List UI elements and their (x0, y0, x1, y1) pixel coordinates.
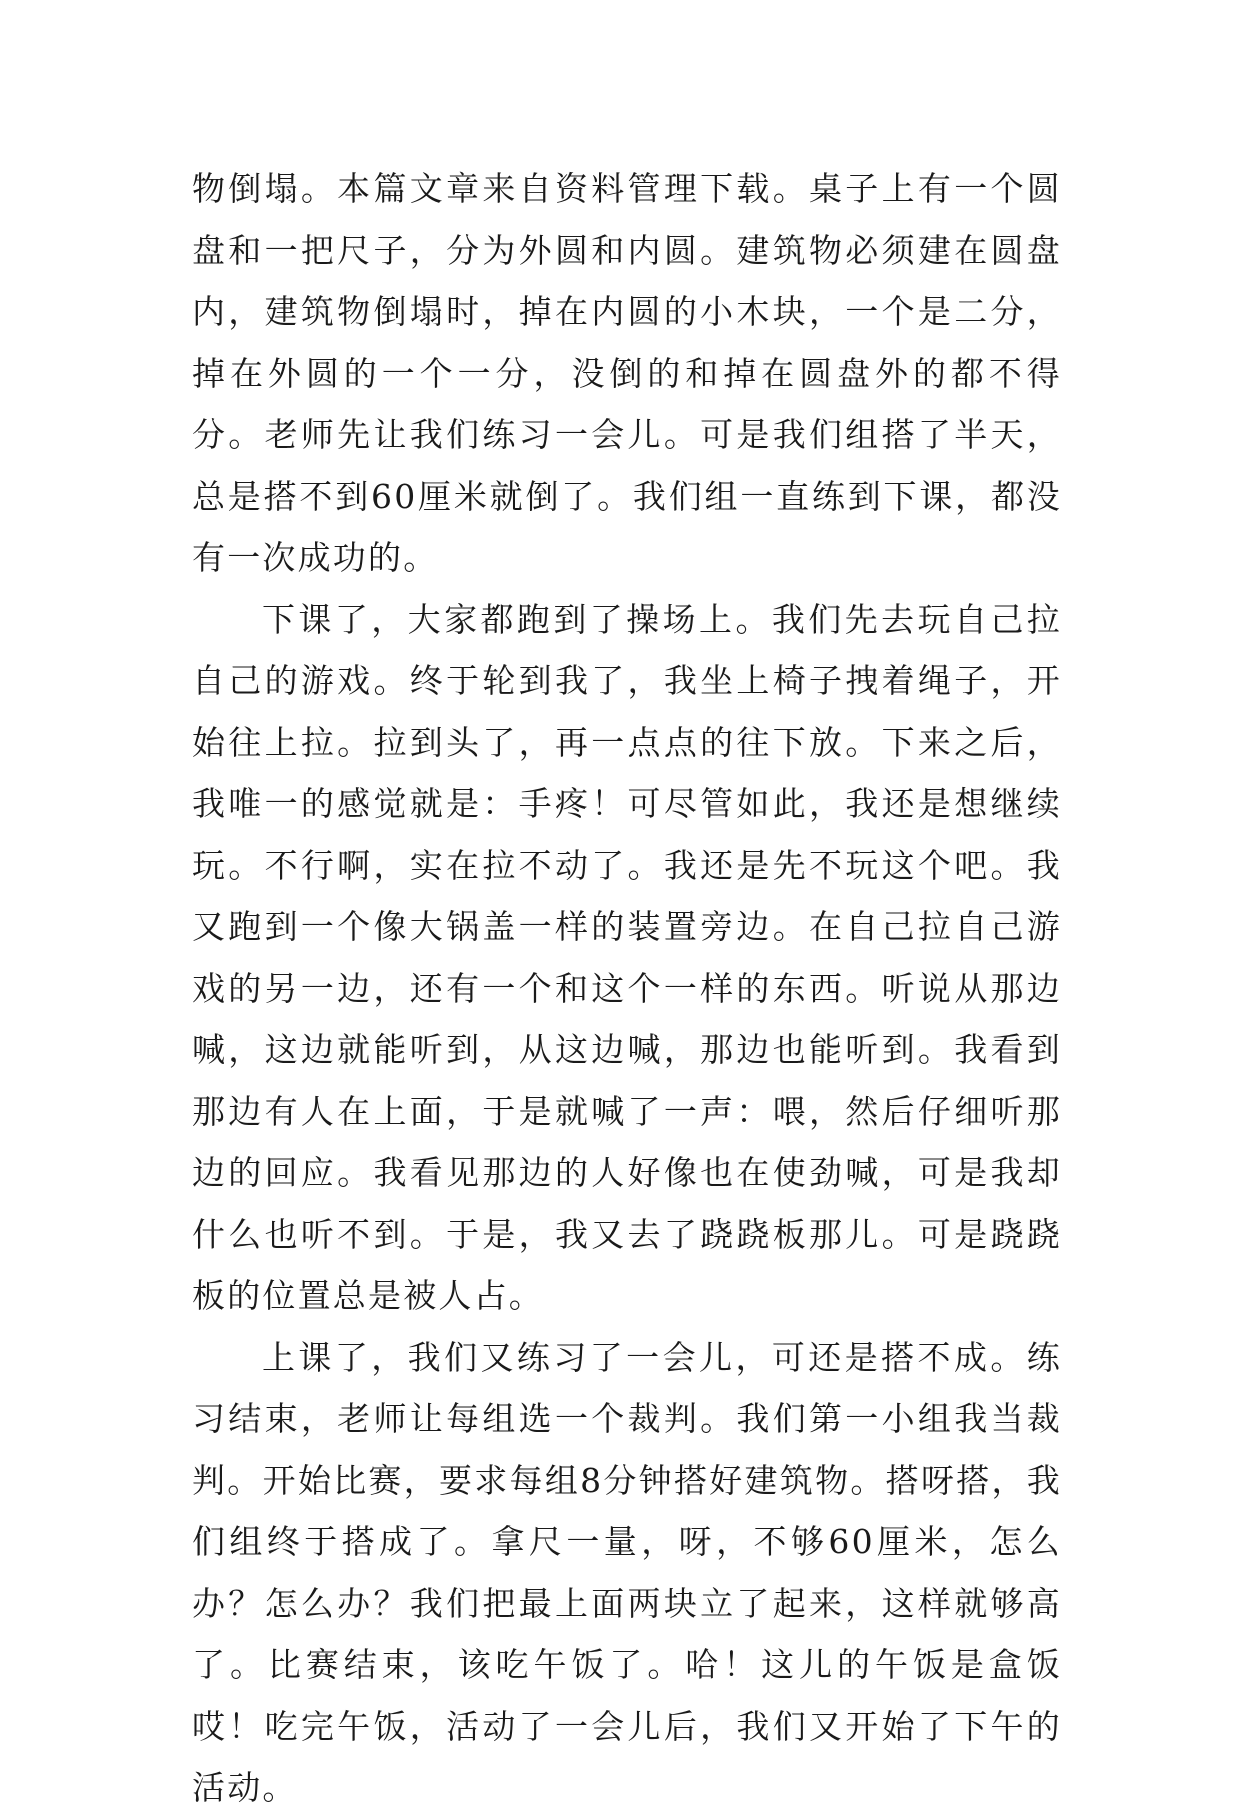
paragraph-3: 上课了，我们又练习了一会儿，可还是搭不成。练习结束，老师让每组选一个裁判。我们第一小组我当裁判。开始比赛，要求每组8分钟搭好建筑物。搭呀搭，我们组终于搭成了。拿尺一量，呀，不够60厘米，怎么办？怎么办？我们把最上面两块立了起来，这样就够高了。比赛结束，该吃午饭了。哈！这儿的午饭是盒饭哎！吃完午饭，活动了一会儿后，我们又开始了下午的活动。 (192, 1337, 1062, 1807)
article-body (192, 158, 1062, 1819)
paragraph-1: 物倒塌。本篇文章来自资料管理下载。桌子上有一个圆盘和一把尺子，分为外圆和内圆。建筑物必须建在圆盘内，建筑物倒塌时，掉在内圆的小木块，一个是二分，掉在外圆的一个一分，没倒的和掉在圆盘外的都不得分。老师先让我们练习一会儿。可是我们组搭了半天，总是搭不到60厘米就倒了。我们组一直练到下课，都没有一次成功的。 (192, 169, 1062, 577)
paragraph-2: 下课了，大家都跑到了操场上。我们先去玩自己拉自己的游戏。终于轮到我了，我坐上椅子拽着绳子，开始往上拉。拉到头了，再一点点的往下放。下来之后，我唯一的感觉就是：手疼！可尽管如此，我还是想继续玩。不行啊，实在拉不动了。我还是先不玩这个吧。我又跑到一个像大锅盖一样的装置旁边。在自己拉自己游戏的另一边，还有一个和这个一样的东西。听说从那边喊，这边就能听到，从这边喊，那边也能听到。我看到那边有人在上面，于是就喊了一声：喂，然后仔细听那边的回应。我看见那边的人好像也在使劲喊，可是我却什么也听不到。于是，我又去了跷跷板那儿。可是跷跷板的位置总是被人占。 (192, 599, 1062, 1315)
